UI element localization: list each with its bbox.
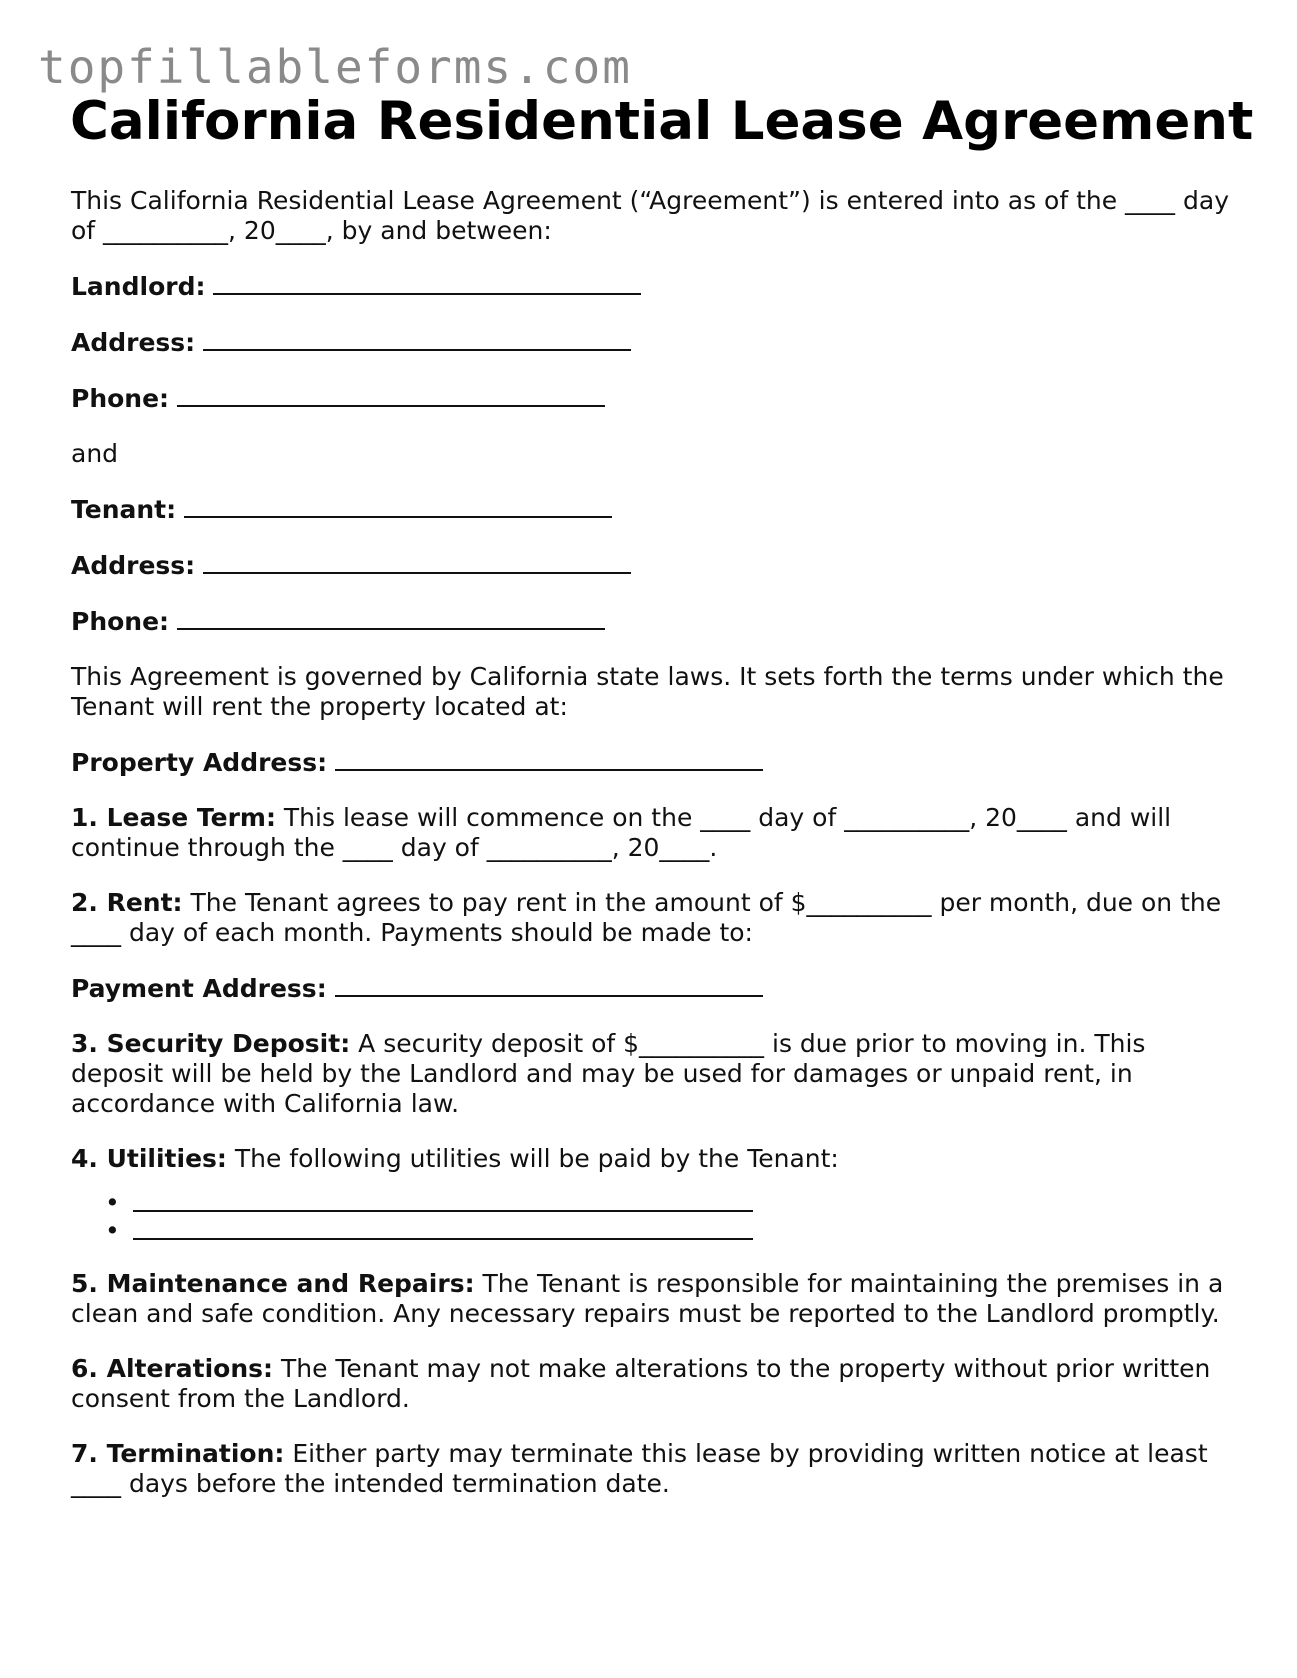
and-text: and [71, 439, 119, 468]
landlord-name-field[interactable] [71, 271, 1241, 302]
maintenance-text: The Tenant is responsible for maintaining the premises in a clean and safe condition. Any necessary repairs must be reported to the Landlord promptly. [71, 1269, 1224, 1328]
governed-paragraph: This Agreement is governed by California state laws. It sets forth the terms under which the Tenant will rent the property located at: [71, 662, 1224, 721]
bullet-icon: • [105, 1188, 120, 1217]
tenant-address-label: Address: [71, 551, 196, 580]
lease-term-section [71, 803, 1241, 863]
alterations-text: The Tenant may not make alterations to the property without prior written consent from the Landlord. [71, 1354, 1211, 1413]
page-title: California Residential Lease Agreement [70, 91, 1254, 152]
payment-address-label: Payment Address: [71, 974, 327, 1003]
lease-term-text: This lease will commence on the ____ day of __________, 20____ and will continue through the ____ day of __________, 20____. [71, 803, 1172, 862]
security-deposit-section [71, 1029, 1241, 1119]
rent-section [71, 888, 1241, 948]
tenant-name-label: Tenant: [71, 495, 177, 524]
utilities-heading: 4. Utilities: [71, 1144, 227, 1173]
security-deposit-heading: 3. Security Deposit: [71, 1029, 351, 1058]
tenant-name-field[interactable] [71, 494, 1241, 525]
rent-text: The Tenant agrees to pay rent in the amount of $__________ per month, due on the ____ day of each month. Payments should be made to: [71, 888, 1222, 947]
rent-heading: 2. Rent: [71, 888, 183, 917]
maintenance-heading: 5. Maintenance and Repairs: [71, 1269, 475, 1298]
utilities-text: The following utilities will be paid by the Tenant: [226, 1144, 839, 1173]
utility-blank[interactable] [133, 1216, 753, 1240]
utilities-list-item[interactable] [71, 1188, 1241, 1216]
landlord-address-label: Address: [71, 328, 196, 357]
security-deposit-text: A security deposit of $__________ is due prior to moving in. This deposit will be held by the Landlord and may be used for damages or unpaid rent, in accordance with California law. [71, 1029, 1146, 1118]
tenant-phone-field[interactable] [71, 606, 1241, 637]
utilities-list-item[interactable] [71, 1216, 1241, 1244]
intro-paragraph: This California Residential Lease Agreement (“Agreement”) is entered into as of the ____ day of __________, 20____, by and between: [71, 186, 1229, 245]
tenant-phone-label: Phone: [71, 607, 170, 636]
landlord-name-label: Landlord: [71, 272, 206, 301]
property-address-label: Property Address: [71, 748, 328, 777]
landlord-phone-field[interactable] [71, 383, 1241, 414]
bullet-icon: • [105, 1216, 120, 1245]
tenant-phone-blank[interactable] [177, 606, 605, 630]
alterations-section [71, 1354, 1241, 1414]
landlord-phone-label: Phone: [71, 384, 170, 413]
document-body [71, 186, 1241, 1524]
alterations-heading: 6. Alterations: [71, 1354, 273, 1383]
tenant-name-blank[interactable] [184, 494, 612, 518]
landlord-address-field[interactable] [71, 327, 1241, 358]
utilities-list [71, 1188, 1241, 1244]
payment-address-field[interactable] [71, 973, 1241, 1004]
payment-address-blank[interactable] [335, 973, 763, 997]
termination-text: Either party may terminate this lease by providing written notice at least ____ days before the intended termination date. [71, 1439, 1208, 1498]
property-address-field[interactable] [71, 747, 1241, 778]
maintenance-section [71, 1269, 1241, 1329]
property-address-blank[interactable] [335, 747, 763, 771]
watermark: topfillableforms.com [38, 40, 632, 94]
landlord-name-blank[interactable] [213, 271, 641, 295]
utility-blank[interactable] [133, 1188, 753, 1212]
termination-section [71, 1439, 1241, 1499]
tenant-address-field[interactable] [71, 550, 1241, 581]
tenant-address-blank[interactable] [203, 550, 631, 574]
termination-heading: 7. Termination: [71, 1439, 285, 1468]
lease-term-heading: 1. Lease Term: [71, 803, 276, 832]
landlord-address-blank[interactable] [203, 327, 631, 351]
landlord-phone-blank[interactable] [177, 383, 605, 407]
utilities-section [71, 1144, 1241, 1174]
